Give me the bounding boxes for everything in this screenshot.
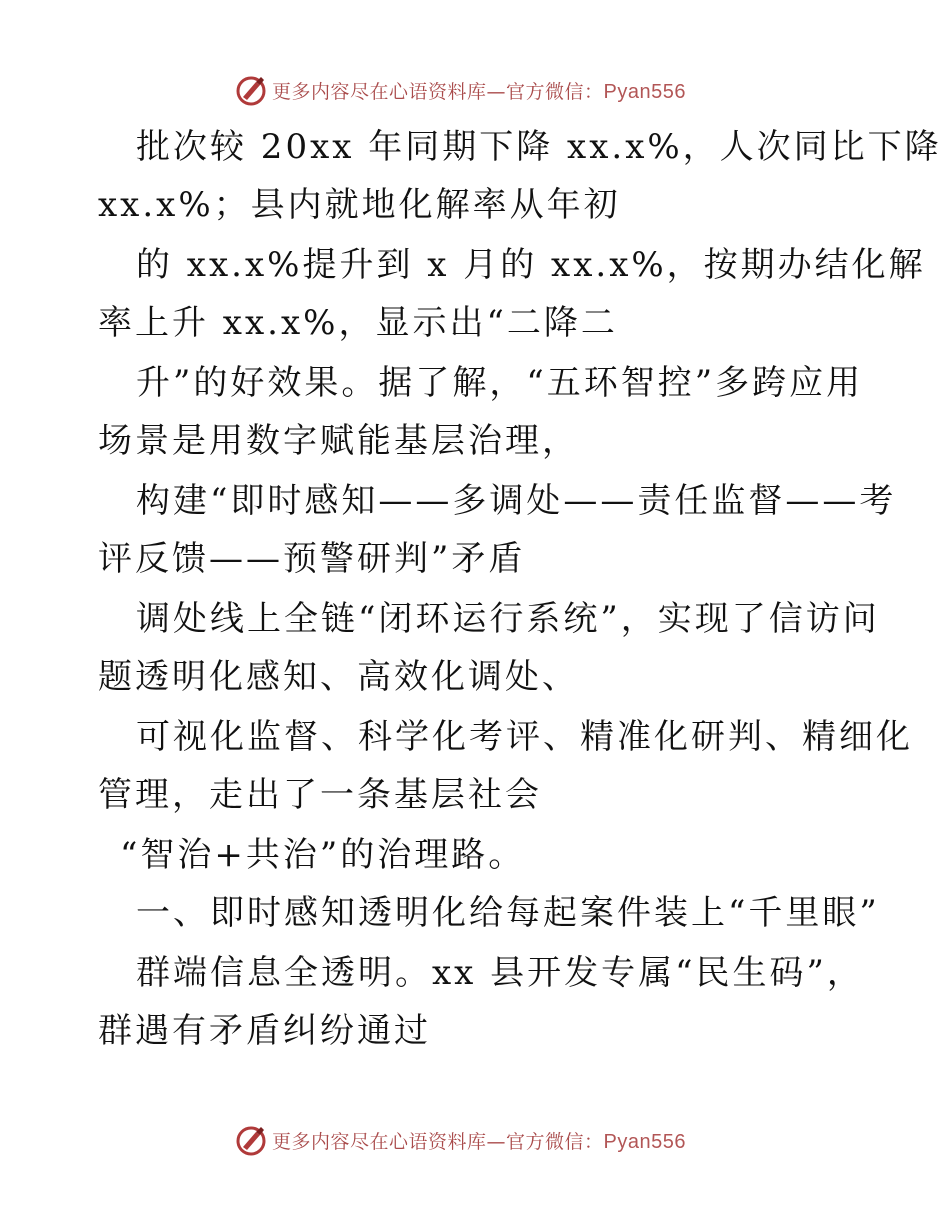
text-line: 调处线上全链“闭环运行系统”，实现了信访问 <box>136 599 880 639</box>
text-line: 管理，走出了一条基层社会 <box>98 775 542 815</box>
text-line: 可视化监督、科学化考评、精准化研判、精细化 <box>136 717 913 757</box>
text-line: 率上升 xx.x%，显示出“二降二 <box>98 303 618 343</box>
text-line: 题透明化感知、高效化调处、 <box>98 657 579 697</box>
text-line: 场景是用数字赋能基层治理， <box>98 421 579 461</box>
text-line: 批次较 20xx 年同期下降 xx.x%，人次同比下降 <box>136 127 942 167</box>
footer-banner <box>234 1123 686 1157</box>
text-line: 群遇有矛盾纠纷通过 <box>98 1011 431 1051</box>
footer-banner-wechat-id: Pyan556 <box>603 1130 686 1153</box>
text-line: 评反馈——预警研判”矛盾 <box>98 539 526 579</box>
footer-banner-text: 更多内容尽在心语资料库—官方微信：Pyan556 <box>272 1130 686 1153</box>
header-banner <box>234 73 686 107</box>
text-line: 的 xx.x%提升到 x 月的 xx.x%，按期办结化解 <box>136 245 926 285</box>
text-line: 群端信息全透明。xx 县开发专属“民生码”， <box>136 953 864 993</box>
brand-logo-icon <box>234 1123 268 1157</box>
header-banner-text: 更多内容尽在心语资料库—官方微信：Pyan556 <box>272 80 686 103</box>
text-line: xx.x%；县内就地化解率从年初 <box>98 185 621 225</box>
brand-logo-icon <box>234 73 268 107</box>
text-line: 升”的好效果。据了解，“五环智控”多跨应用 <box>136 363 864 403</box>
text-line: 一、即时感知透明化给每起案件装上“千里眼” <box>136 893 880 933</box>
text-line: 构建“即时感知——多调处——责任监督——考 <box>136 481 897 521</box>
header-banner-wechat-id: Pyan556 <box>603 80 686 103</box>
text-line: “智治+共治”的治理路。 <box>120 835 526 875</box>
